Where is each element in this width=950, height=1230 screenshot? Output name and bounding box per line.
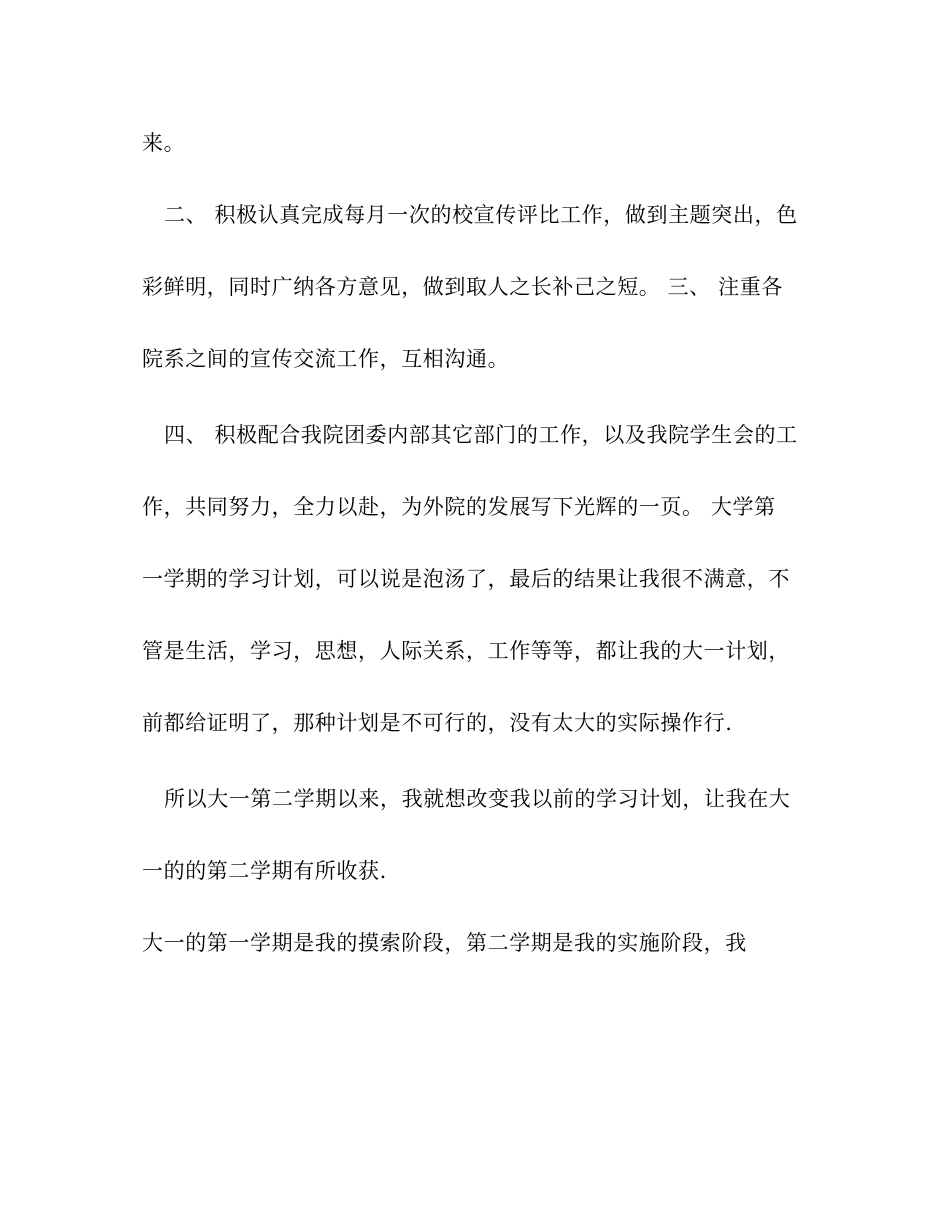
text-line: 大一的第一学期是我的摸索阶段，第二学期是我的实施阶段，我: [142, 931, 747, 955]
text-line: 彩鲜明，同时广纳各方意见，做到取人之长补己之短。 三、 注重各: [142, 275, 783, 299]
text-line: 前都给证明了，那种计划是不可行的，没有太大的实际操作行.: [142, 711, 733, 735]
text-line: 院系之间的宣传交流工作，互相沟通。: [142, 347, 510, 371]
text-line: 一学期的学习计划，可以说是泡汤了，最后的结果让我很不满意，不: [142, 567, 790, 591]
text-line: 所以大一第二学期以来，我就想改变我以前的学习计划，让我在大: [164, 787, 791, 811]
text-line: 作，共同努力，全力以赴，为外院的发展写下光辉的一页。 大学第: [142, 495, 776, 519]
text-line: 一的的第二学期有所收获.: [142, 859, 387, 883]
text-line: 二、 积极认真完成每月一次的校宣传评比工作，做到主题突出，色: [164, 203, 798, 227]
text-line: 四、 积极配合我院团委内部其它部门的工作，以及我院学生会的工: [164, 423, 798, 447]
text-line: 管是生活，学习，思想，人际关系，工作等等，都让我的大一计划，: [142, 639, 790, 663]
text-line: 来。: [142, 131, 186, 155]
